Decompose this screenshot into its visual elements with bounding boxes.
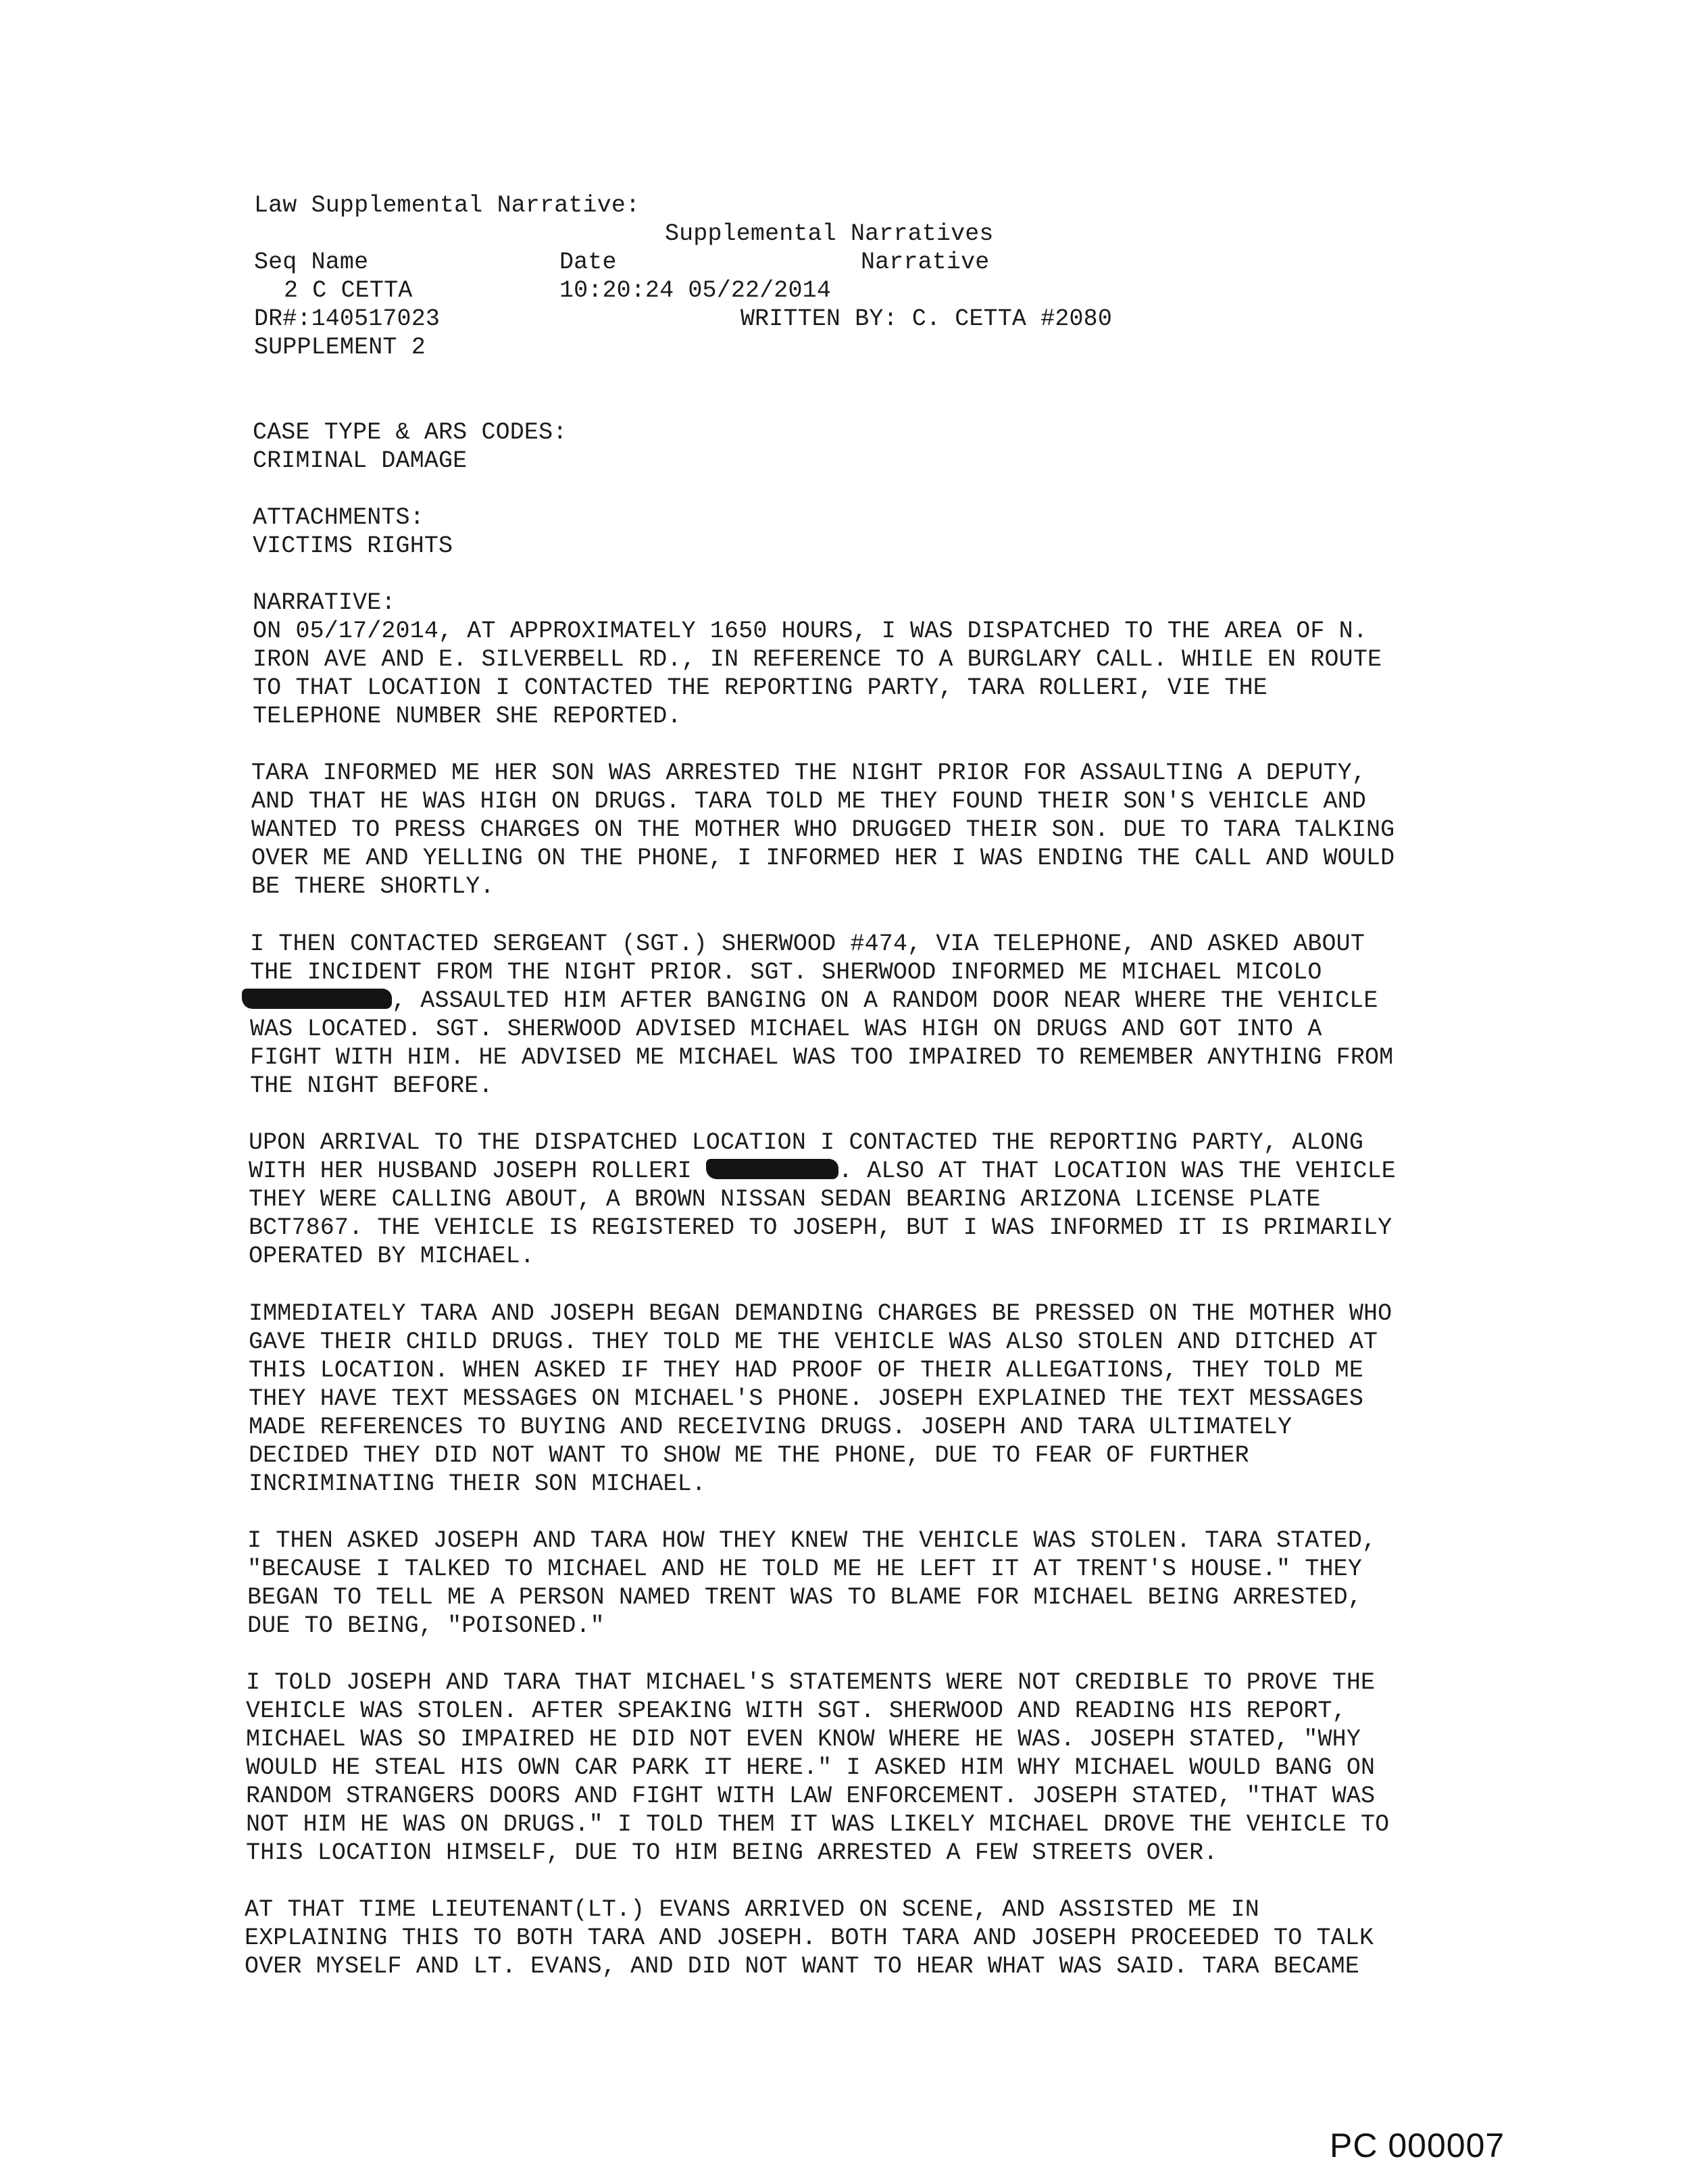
case-type-label: CASE TYPE & ARS CODES: — [253, 419, 568, 446]
narrative-line: I THEN ASKED JOSEPH AND TARA HOW THEY KNEW THE VEHICLE WAS STOLEN. TARA STATED, — [247, 1527, 1377, 1554]
narrative-line: BE THERE SHORTLY. — [251, 873, 495, 900]
narrative-line: TO THAT LOCATION I CONTACTED THE REPORTING PARTY, TARA ROLLERI, VIE THE — [253, 674, 1267, 701]
narrative-line-redacted — [242, 987, 1378, 1015]
narrative-line: FIGHT WITH HIM. HE ADVISED ME MICHAEL WAS TOO IMPAIRED TO REMEMBER ANYTHING FROM — [250, 1044, 1394, 1071]
narrative-line: BEGAN TO TELL ME A PERSON NAMED TRENT WAS TO BLAME FOR MICHAEL BEING ARRESTED, — [247, 1584, 1362, 1611]
written-by: WRITTEN BY: C. CETTA #2080 — [740, 305, 1112, 332]
section-title: Supplemental Narratives — [665, 220, 994, 247]
narrative-line: MICHAEL WAS SO IMPAIRED HE DID NOT EVEN KNOW WHERE HE WAS. JOSEPH STATED, "WHY — [246, 1726, 1361, 1753]
narrative-line: I TOLD JOSEPH AND TARA THAT MICHAEL'S STATEMENTS WERE NOT CREDIBLE TO PROVE THE — [246, 1669, 1376, 1696]
narrative-line: DUE TO BEING, "POISONED." — [247, 1612, 605, 1639]
narrative-line: RANDOM STRANGERS DOORS AND FIGHT WITH LAW ENFORCEMENT. JOSEPH STATED, "THAT WAS — [246, 1783, 1376, 1810]
narrative-line: AT THAT TIME LIEUTENANT(LT.) EVANS ARRIVED ON SCENE, AND ASSISTED ME IN — [245, 1896, 1259, 1923]
narrative-line: TARA INFORMED ME HER SON WAS ARRESTED THE NIGHT PRIOR FOR ASSAULTING A DEPUTY, — [251, 760, 1366, 787]
narrative-line: TELEPHONE NUMBER SHE REPORTED. — [253, 703, 682, 730]
narrative-line: NOT HIM HE WAS ON DRUGS." I TOLD THEM IT WAS LIKELY MICHAEL DROVE THE VEHICLE TO — [246, 1811, 1390, 1838]
narrative-line: OVER ME AND YELLING ON THE PHONE, I INFORMED HER I WAS ENDING THE CALL AND WOULD — [251, 845, 1395, 872]
form-title: Law Supplemental Narrative: — [254, 192, 640, 219]
narrative-line: UPON ARRIVAL TO THE DISPATCHED LOCATION I CONTACTED THE REPORTING PARTY, ALONG — [249, 1129, 1363, 1156]
narrative-line: THIS LOCATION HIMSELF, DUE TO HIM BEING ARRESTED A FEW STREETS OVER. — [246, 1839, 1218, 1866]
narrative-line: WOULD HE STEAL HIS OWN CAR PARK IT HERE." I ASKED HIM WHY MICHAEL WOULD BANG ON — [246, 1754, 1376, 1781]
row-seq-name: 2 C CETTA — [284, 277, 413, 304]
narrative-line: AND THAT HE WAS HIGH ON DRUGS. TARA TOLD ME THEY FOUND THEIR SON'S VEHICLE AND — [251, 788, 1366, 815]
narrative-line: GAVE THEIR CHILD DRUGS. THEY TOLD ME THE VEHICLE WAS ALSO STOLEN AND DITCHED AT — [249, 1329, 1378, 1356]
narrative-line: EXPLAINING THIS TO BOTH TARA AND JOSEPH. BOTH TARA AND JOSEPH PROCEEDED TO TALK — [245, 1925, 1374, 1952]
column-header-narrative: Narrative — [861, 249, 990, 276]
attachments-value: VICTIMS RIGHTS — [253, 532, 453, 560]
narrative-line: THE INCIDENT FROM THE NIGHT PRIOR. SGT. SHERWOOD INFORMED ME MICHAEL MICOLO — [250, 959, 1322, 986]
narrative-line-redacted — [249, 1158, 1396, 1185]
narrative-line: WAS LOCATED. SGT. SHERWOOD ADVISED MICHAEL WAS HIGH ON DRUGS AND GOT INTO A — [250, 1016, 1322, 1043]
narrative-line-text: . ALSO AT THAT LOCATION WAS THE VEHICLE — [838, 1158, 1396, 1185]
narrative-line: "BECAUSE I TALKED TO MICHAEL AND HE TOLD ME HE LEFT IT AT TRENT'S HOUSE." THEY — [247, 1556, 1362, 1583]
narrative-line: IMMEDIATELY TARA AND JOSEPH BEGAN DEMANDING CHARGES BE PRESSED ON THE MOTHER WHO — [249, 1300, 1392, 1327]
supplement-label: SUPPLEMENT 2 — [254, 334, 426, 361]
dr-number: DR#:140517023 — [254, 305, 440, 332]
narrative-line: WANTED TO PRESS CHARGES ON THE MOTHER WHO DRUGGED THEIR SON. DUE TO TARA TALKING — [251, 816, 1395, 843]
narrative-line: THEY WERE CALLING ABOUT, A BROWN NISSAN SEDAN BEARING ARIZONA LICENSE PLATE — [249, 1186, 1321, 1213]
narrative-label: NARRATIVE: — [253, 589, 396, 616]
case-type-value: CRIMINAL DAMAGE — [253, 447, 468, 474]
narrative-line: THE NIGHT BEFORE. — [250, 1072, 493, 1099]
narrative-line-text: WITH HER HUSBAND JOSEPH ROLLERI — [249, 1158, 706, 1185]
narrative-line: ON 05/17/2014, AT APPROXIMATELY 1650 HOURS, I WAS DISPATCHED TO THE AREA OF N. — [253, 618, 1367, 645]
narrative-line: OVER MYSELF AND LT. EVANS, AND DID NOT WANT TO HEAR WHAT WAS SAID. TARA BECAME — [245, 1953, 1359, 1980]
narrative-line: OPERATED BY MICHAEL. — [249, 1243, 535, 1270]
narrative-line: INCRIMINATING THEIR SON MICHAEL. — [249, 1470, 706, 1497]
narrative-line: BCT7867. THE VEHICLE IS REGISTERED TO JOSEPH, BUT I WAS INFORMED IT IS PRIMARILY — [249, 1214, 1392, 1241]
narrative-line: VEHICLE WAS STOLEN. AFTER SPEAKING WITH SGT. SHERWOOD AND READING HIS REPORT, — [246, 1697, 1347, 1724]
narrative-line: IRON AVE AND E. SILVERBELL RD., IN REFERENCE TO A BURGLARY CALL. WHILE EN ROUTE — [253, 646, 1382, 673]
column-header-date: Date — [559, 249, 617, 276]
bates-number: PC 000007 — [1330, 2127, 1505, 2164]
redaction-bar — [706, 1159, 838, 1179]
narrative-line: DECIDED THEY DID NOT WANT TO SHOW ME THE PHONE, DUE TO FEAR OF FURTHER — [249, 1442, 1249, 1469]
narrative-line-text: , ASSAULTED HIM AFTER BANGING ON A RANDOM DOOR NEAR WHERE THE VEHICLE — [392, 987, 1378, 1014]
narrative-line: I THEN CONTACTED SERGEANT (SGT.) SHERWOOD #474, VIA TELEPHONE, AND ASKED ABOUT — [250, 930, 1365, 958]
attachments-label: ATTACHMENTS: — [253, 504, 424, 531]
narrative-line: THEY HAVE TEXT MESSAGES ON MICHAEL'S PHONE. JOSEPH EXPLAINED THE TEXT MESSAGES — [249, 1385, 1363, 1412]
narrative-line: MADE REFERENCES TO BUYING AND RECEIVING DRUGS. JOSEPH AND TARA ULTIMATELY — [249, 1414, 1292, 1441]
row-date: 10:20:24 05/22/2014 — [559, 277, 831, 304]
column-header-seq-name: Seq Name — [254, 249, 369, 276]
redaction-bar — [242, 989, 392, 1009]
narrative-line: THIS LOCATION. WHEN ASKED IF THEY HAD PROOF OF THEIR ALLEGATIONS, THEY TOLD ME — [249, 1357, 1363, 1384]
